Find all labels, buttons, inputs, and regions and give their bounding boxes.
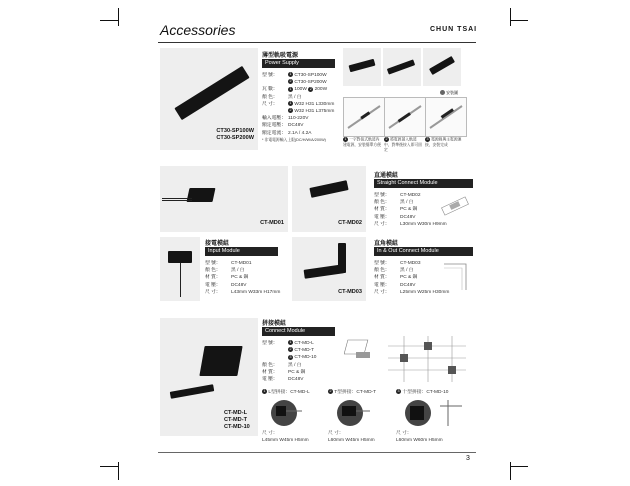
install-diagram-3 [425,97,467,137]
connect-module-model-label: CT-MD-L CT-MD-T CT-MD-10 [224,410,250,430]
md02-specs: 型 號： CT-MD02 顏 色： 黑 / 白 材 質： PC & 鋼 電 壓： DC48V 尺 寸： L30mm W30m H9mm [374,193,447,227]
md01-specs: 型 號： CT-MD01 顏 色： 黑 / 白 材 質： PC & 鋼 電 壓： DC48V 尺 寸： L43mm W33m H17mm [205,261,281,295]
power-supply-product [174,66,249,120]
md02-diagram-icon [440,192,470,222]
power-supply-model-label: CT30-SP100W CT30-SP200W [216,128,254,141]
connect-diagram-plate [344,332,378,366]
t-connector-icon [328,398,372,428]
md02-photo [292,166,366,232]
crop-mark [510,466,528,467]
connector-product [349,59,376,72]
md02-title-en: Straight Connect Module [374,179,473,188]
install-diagram-icon [385,98,425,136]
install-badge-icon [440,90,445,95]
variant-t: 2 T型拼接：CT-MD-T 尺 寸： L60mm W45m H5mm [328,389,377,444]
md01-detail-photo [160,237,200,301]
md01-photo [160,166,288,232]
md01-wire [162,198,192,199]
power-supply-title-zh: 薄型軌吸電源 [262,53,299,59]
install-diagram-1 [343,97,385,137]
power-supply-detail-photo-3 [423,48,461,86]
md02-title-zh: 直通模組 [374,173,399,179]
connect-title-en: Connect Module [262,327,335,336]
md01-title-en: Input Module [205,247,278,256]
crop-mark [100,20,118,21]
install-diagram-2 [384,97,426,137]
power-supply-title-en: Power Supply [262,59,335,68]
connector-product [429,56,455,75]
power-supply-specs: 型 號： 1 CT30-SP100W 2 CT30-SP200W 瓦 數： 1 100W 2 200W 顏 色： 黑 / 白 尺 寸： 1 W32 H31 L330mm 2 W32 H31 L375mm 輸入電壓： 110-220V 額定電壓： DC48V 額定電流： 2.1A / 4.2A * 非電電源輸入上限(DC/H/W/A/200W) [262,72,335,142]
header-divider [158,42,476,43]
install-badge: 安裝圖 [440,90,458,96]
footer-divider [158,452,476,453]
md01-wire [162,200,192,201]
md03-diagram-icon [440,260,470,294]
power-supply-detail-photo-1 [343,48,381,86]
install-step-3: 3 電源線與主電源連接，安裝完成 [425,137,462,147]
page-title: Accessories [160,22,236,38]
md01-model-label: CT-MD01 [260,220,284,226]
connect-title-zh: 拼接模組 [262,321,287,327]
md01-title-zh: 接電模組 [205,241,230,247]
install-step-2: 2 將電源插入軌道中，對準後按入即可固定 [384,137,422,152]
power-supply-detail-photo-2 [383,48,421,86]
md02-diagram [440,192,470,222]
md02-product [309,180,348,198]
crop-mark [510,462,511,480]
power-supply-photo [160,48,258,150]
crop-mark [118,8,119,26]
md03-model-label: CT-MD03 [338,289,362,295]
crop-mark [118,462,119,480]
connector-product [387,59,415,74]
connect-module-photo [160,318,258,436]
connect-module-bar [170,384,215,399]
md01-detail-product [168,251,192,263]
connect-grid-icon [384,332,470,386]
install-diagram-icon [344,98,384,136]
cross-connector-icon [396,398,466,428]
crop-mark [510,20,528,21]
md02-model-label: CT-MD02 [338,220,362,226]
md03-product-arm [338,243,346,273]
md03-photo [292,237,366,301]
connect-module-plate [199,346,242,376]
install-diagram-icon [426,98,466,136]
md01-wire [180,263,181,297]
connect-specs: 型 號： 1 CT-MD-L 2 CT-MD-T 3 CT-MD-10 顏 色： 黑 / 白 材 質： PC & 鋼 電 壓： DC48V [262,340,317,383]
md03-title-en: In & Out Connect Module [374,247,473,256]
md03-title-zh: 直角模組 [374,241,399,247]
variant-cross: 3 十型拼接：CT-MD-10 尺 寸： L60mm W60m H5mm [396,389,466,445]
md03-specs: 型 號： CT-MD03 顏 色： 黑 / 白 材 質： PC & 鋼 電 壓： DC48V 尺 寸： L25mm W25m H30mm [374,261,450,295]
crop-mark [510,8,511,26]
install-step-1: 1 一字對接式軌道內建電源，安裝簡單方便 [343,137,381,147]
brand-logo: CHUN TSAI [430,26,478,33]
page-number: 3 [466,455,470,462]
connect-plate-icon [344,332,378,366]
md03-diagram [440,260,470,294]
crop-mark [100,466,118,467]
l-connector-icon [262,398,306,428]
connect-diagram-grid [384,332,470,386]
variant-l: 1 L型拼接：CT-MD-L 尺 寸： L45mm W45m H5mm [262,389,310,444]
